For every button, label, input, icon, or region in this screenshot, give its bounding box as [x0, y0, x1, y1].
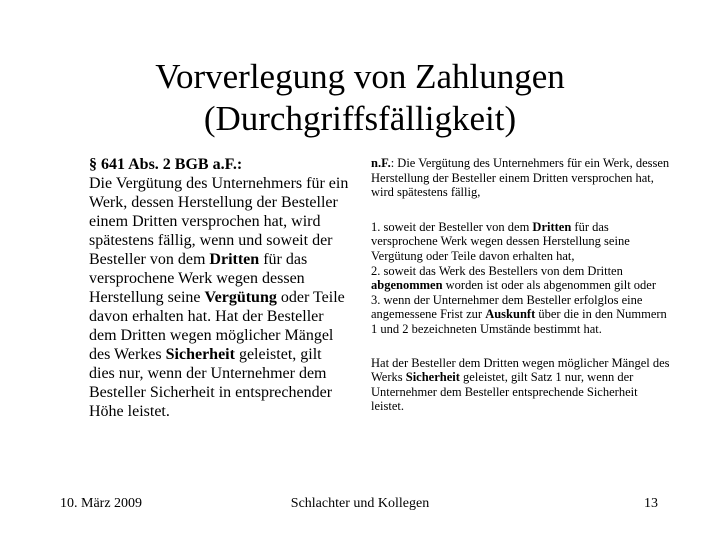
- left-bold-dritten: Dritten: [209, 251, 260, 268]
- left-text-3: oder Teile davon erhalten hat. Hat der Besteller dem Dritten wegen möglicher Mängel des Werkes: [89, 289, 345, 363]
- right-list: [371, 220, 671, 337]
- right-paragraph-sicherheit: [371, 356, 671, 414]
- list-item-3-a: 3. wenn der Unternehmer dem Besteller erfolglos eine angemessene Frist zur: [371, 292, 643, 322]
- list-item-3-bold: Auskunft: [485, 307, 536, 322]
- slide-title: [60, 56, 660, 140]
- right-column: [371, 156, 671, 414]
- left-text-2: für das versprochene Werk wegen dessen Herstellung seine: [89, 251, 308, 306]
- page-number: 13: [644, 496, 658, 511]
- left-bold-sicherheit: Sicherheit: [165, 346, 235, 363]
- list-item-3-b: über die in den Nummern 1 und 2 bezeichneten Umstände bestimmt hat.: [371, 307, 667, 336]
- title-line-2: (Durchgriffsfälligkeit): [203, 99, 517, 138]
- list-item-1-bold: Dritten: [532, 219, 572, 234]
- footer-date: 10. März 2009: [60, 496, 143, 511]
- list-item-1-a: 1. soweit der Besteller von dem: [371, 219, 533, 234]
- footer-author: Schlachter und Kollegen: [290, 496, 430, 511]
- left-text-1: Die Vergütung des Unternehmers für ein Werk, dessen Herstellung der Besteller einem Dritten versprochen hat, wird spätestens fällig, wenn und soweit der Besteller von dem: [89, 175, 349, 268]
- list-item-2-a: 2. soweit das Werk des Bestellers von dem Dritten: [371, 263, 623, 278]
- left-bold-verguetung: Vergütung: [204, 289, 277, 306]
- spacer: [371, 200, 671, 220]
- right-p3-b: geleistet, gilt Satz 1 nur, wenn der Unternehmer dem Besteller entsprechende Sicherheit leistet.: [371, 370, 638, 414]
- right-nf-label: n.F.: [371, 156, 391, 170]
- right-paragraph-nf: [371, 156, 671, 200]
- left-column: [89, 155, 351, 421]
- left-text-4: geleistet, gilt dies nur, wenn der Unternehmer dem Besteller Sicherheit in entsprechender Höhe leistet.: [89, 346, 333, 420]
- left-heading: § 641 Abs. 2 BGB a.F.:: [89, 156, 243, 173]
- spacer: [371, 337, 671, 356]
- list-item-1-b: für das versprochene Werk wegen dessen Herstellung seine Vergütung oder Teile davon erhalten hat,: [371, 219, 630, 263]
- left-paragraph: [89, 155, 351, 421]
- right-p3-a: Hat der Besteller dem Dritten wegen möglicher Mängel des Werks: [371, 355, 670, 385]
- title-line-1: Vorverlegung von Zahlungen: [155, 57, 565, 96]
- right-nf-text: : Die Vergütung des Unternehmers für ein Werk, dessen Herstellung der Besteller einem Dritten versprochen hat, wird spätestens fällig,: [371, 156, 670, 200]
- list-item-2-bold: abgenommen: [371, 278, 443, 293]
- right-p3-bold: Sicherheit: [405, 370, 460, 385]
- list-item-2-b: worden ist oder als abgenommen gilt oder: [442, 278, 657, 293]
